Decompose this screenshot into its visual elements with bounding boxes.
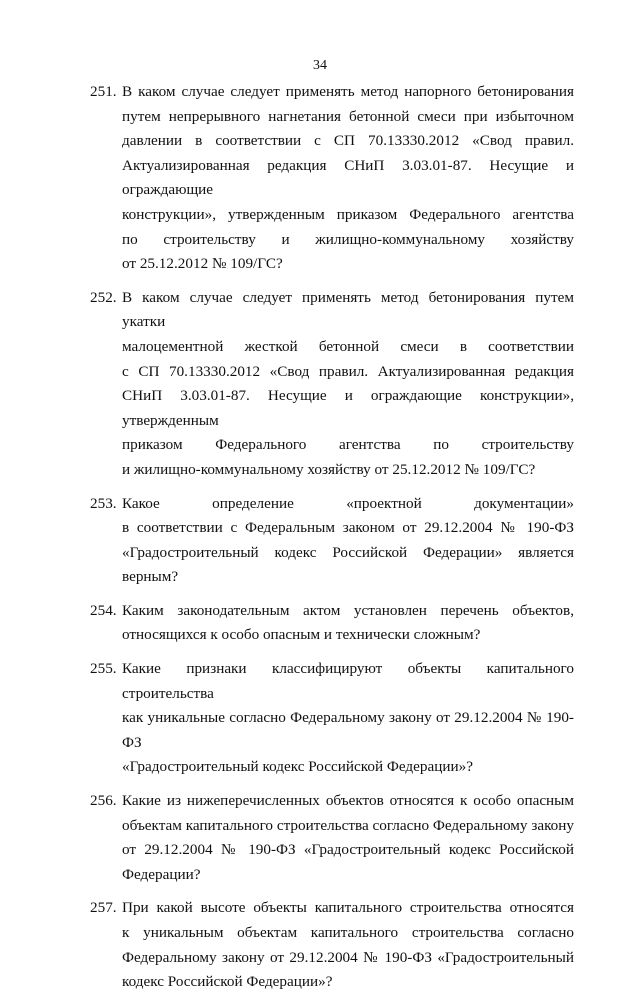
question-line: давлении в соответствии с СП 70.13330.2012 «Свод правил. xyxy=(122,132,574,150)
question-text xyxy=(120,657,574,780)
question-line: При какой высоте объекты капитального строительства относятся xyxy=(122,899,574,917)
question-line: по строительству и жилищно-коммунальному хозяйству xyxy=(122,230,574,248)
question-line: Актуализированная редакция СНиП 3.03.01-87. Несущие и ограждающие xyxy=(122,156,574,199)
question-line: «Градостроительный кодекс Российской Федерации»? xyxy=(122,758,473,776)
question-line: от 29.12.2004 № 190-ФЗ «Градостроительный кодекс Российской xyxy=(122,841,574,859)
question-number: 257. xyxy=(90,899,117,917)
question-line: «Градостроительный кодекс Российской Федерации» является верным? xyxy=(122,543,574,586)
question-text xyxy=(120,80,574,277)
question-line: путем непрерывного нагнетания бетонной смеси при избыточном xyxy=(122,107,574,125)
question-item-257 xyxy=(90,896,574,994)
question-line: кодекс Российской Федерации»? xyxy=(122,973,333,991)
question-line: Какие признаки классифицируют объекты капитального строительства xyxy=(122,660,574,702)
question-item-251 xyxy=(90,80,574,277)
question-number: 253. xyxy=(90,494,117,512)
question-line: Федерации? xyxy=(122,865,201,883)
question-line: с СП 70.13330.2012 «Свод правил. Актуализированная редакция xyxy=(122,362,574,380)
question-item-254 xyxy=(90,599,574,648)
question-line: Какие из нижеперечисленных объектов относятся к особо опасным xyxy=(122,792,574,810)
question-line: относящихся к особо опасным и технически сложным? xyxy=(122,626,481,644)
question-line: Каким законодательным актом установлен перечень объектов, xyxy=(122,601,574,619)
question-line: в соответствии с Федеральным законом от 29.12.2004 № 190-ФЗ xyxy=(122,519,574,537)
question-number: 255. xyxy=(90,660,117,678)
question-number: 254. xyxy=(90,601,117,619)
question-text xyxy=(120,599,574,648)
question-item-252 xyxy=(90,286,574,483)
question-line: объектам капитального строительства согласно Федеральному закону xyxy=(122,816,574,834)
question-number: 256. xyxy=(90,792,117,810)
question-line: от 25.12.2012 № 109/ГС? xyxy=(122,255,283,273)
question-line: малоцементной жесткой бетонной смеси в соответствии xyxy=(122,337,574,355)
question-line: конструкции», утвержденным приказом Федерального агентства xyxy=(122,205,574,223)
question-item-255 xyxy=(90,657,574,780)
question-list xyxy=(90,80,574,1004)
page-number: 34 xyxy=(313,58,327,73)
question-text xyxy=(120,286,574,483)
question-number: 251. xyxy=(90,83,117,100)
question-line: и жилищно-коммунальному хозяйству от 25.12.2012 № 109/ГС? xyxy=(122,460,536,478)
question-line: СНиП 3.03.01-87. Несущие и ограждающие конструкции», утвержденным xyxy=(122,387,574,429)
question-line: как уникальные согласно Федеральному закону от 29.12.2004 № 190-ФЗ xyxy=(122,709,574,751)
question-number: 252. xyxy=(90,288,117,306)
question-line: В каком случае следует применять метод бетонирования путем укатки xyxy=(122,288,574,331)
question-line: Какое определение «проектной документации» xyxy=(122,494,574,512)
question-text xyxy=(120,896,574,994)
question-line: к уникальным объектам капитального строительства согласно xyxy=(122,924,574,941)
question-text xyxy=(120,789,574,887)
question-line: В каком случае следует применять метод напорного бетонирования xyxy=(122,83,574,100)
question-item-253 xyxy=(90,492,574,590)
question-line: приказом Федерального агентства по строительству xyxy=(122,436,574,454)
question-line: Федеральному закону от 29.12.2004 № 190-ФЗ «Градостроительный xyxy=(122,948,574,966)
question-item-256 xyxy=(90,789,574,887)
question-text xyxy=(120,492,574,590)
